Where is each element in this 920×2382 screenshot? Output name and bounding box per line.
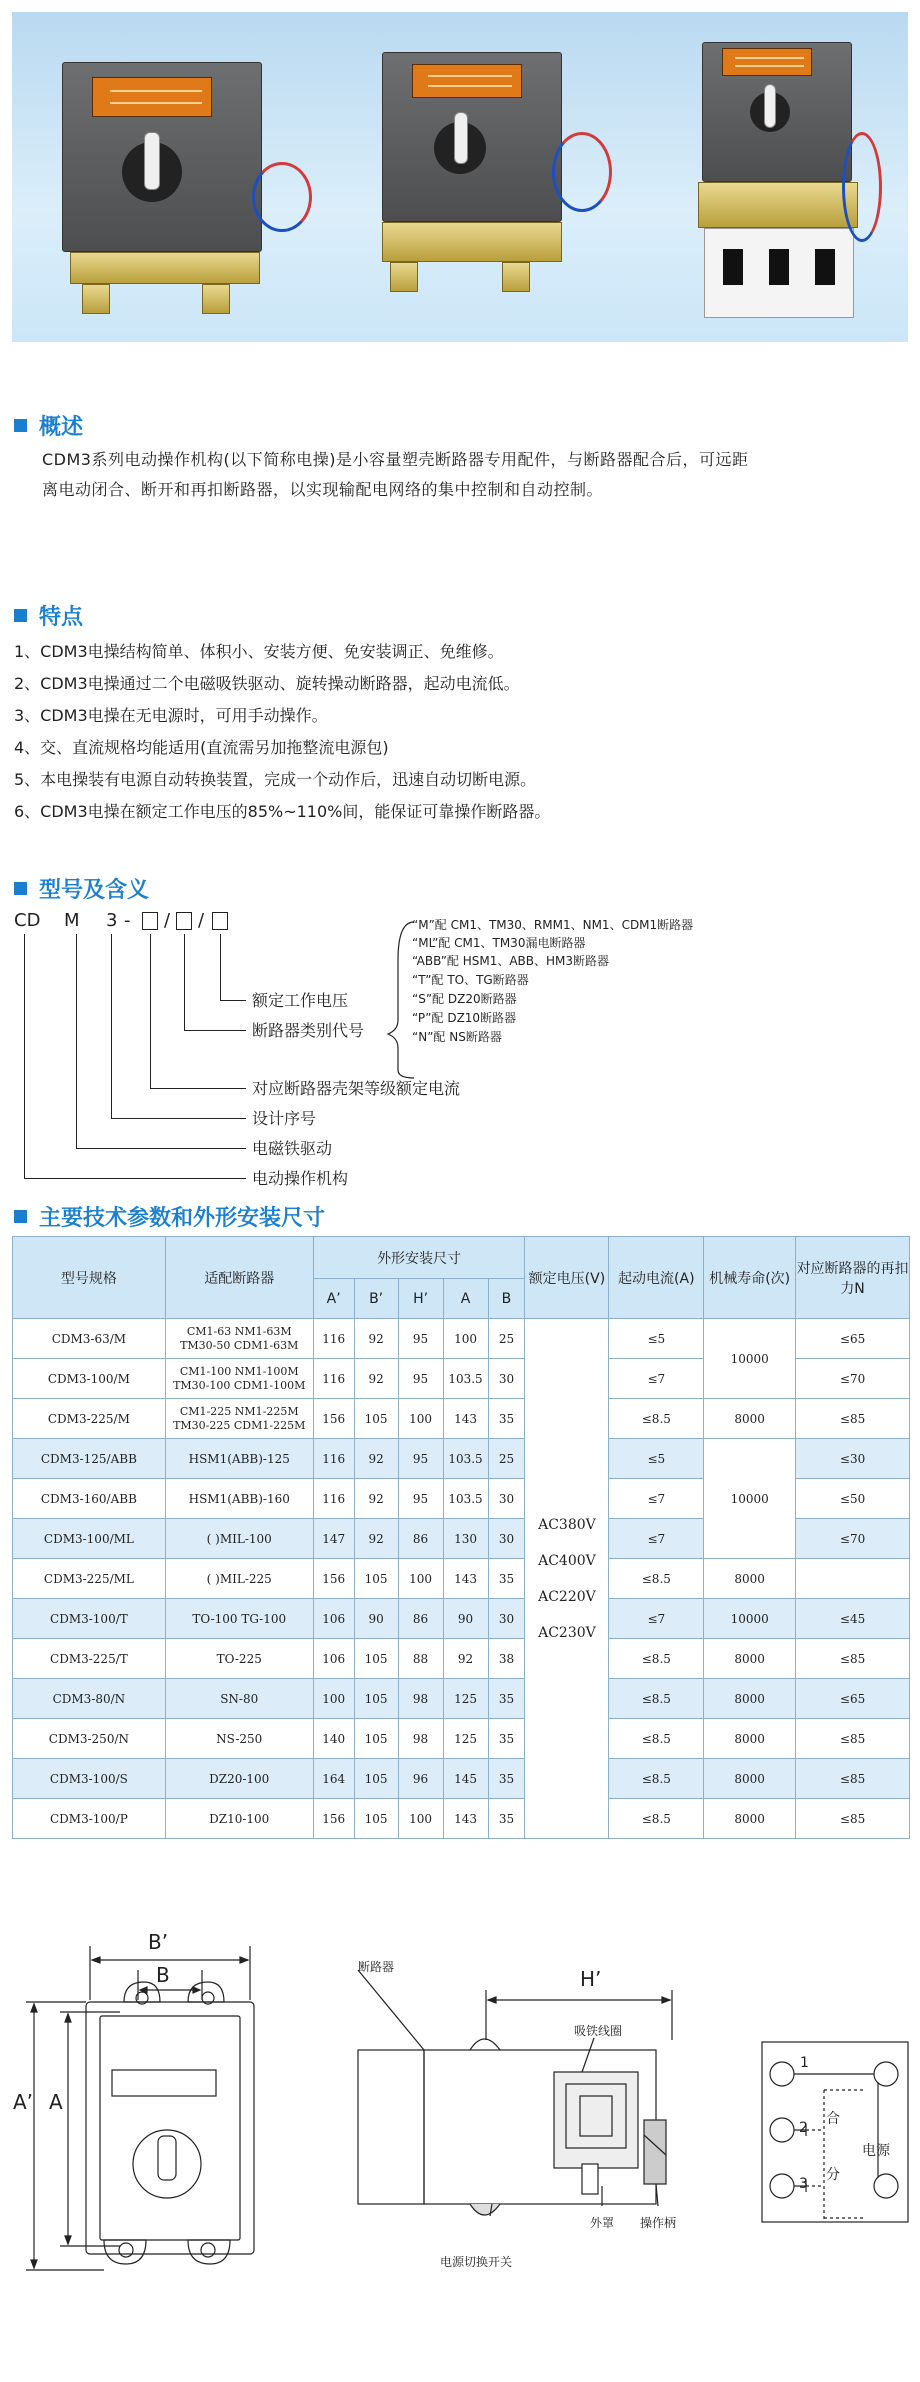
header-breaker: 适配断路器 [165,1237,313,1319]
label-handle: 操作柄 [640,2216,677,2230]
table-row: CDM3-225/T TO-225 106 105 88 92 38 ≤8.5 8000 ≤85 [13,1639,910,1679]
product-image-3 [672,32,892,332]
feature-item: 1、CDM3电操结构简单、体积小、安装方便、免安装调正、免维修。 [14,642,504,661]
header-h1: H’ [398,1279,443,1319]
label-voltage: 额定工作电压 [252,991,349,1010]
dim-a-label: A [49,2090,63,2114]
code-dash: - [124,910,131,931]
header-a: A [443,1279,488,1319]
label-driver: 电磁铁驱动 [252,1139,333,1158]
section-bullet-icon [14,882,27,895]
header-dims: 外形安装尺寸 [313,1237,525,1279]
header-b: B [488,1279,525,1319]
dim-b-label: B [156,1963,170,1987]
code-box-type [176,912,192,930]
note-t: “T”配 TO、TG断路器 [412,973,529,987]
table-row: CDM3-100/M CM1-100 NM1-100M TM30-100 CDM1-100M 116 92 95 103.5 30 ≤7 ≤70 [13,1359,910,1399]
terminal-1-label: 1 [800,2055,809,2071]
feature-item: 6、CDM3电操在额定工作电压的85%~110%间，能保证可靠操作断路器。 [14,802,551,821]
product-image-2 [372,42,602,322]
table-row: CDM3-100/ML ( )MIL-100 147 92 86 130 30 ≤7 ≤70 [13,1519,910,1559]
label-breaker-type: 断路器类别代号 [252,1021,365,1040]
feature-item: 2、CDM3电操通过二个电磁吸铁驱动、旋转操动断路器，起动电流低。 [14,674,520,693]
code-cd: CD [14,910,41,931]
header-voltage: 额定电压(V) [525,1237,609,1319]
side-view-drawing [340,1960,710,2220]
header-a1: A’ [313,1279,354,1319]
code-m: M [64,910,80,931]
header-model: 型号规格 [13,1237,166,1319]
section-bullet-icon [14,609,27,622]
label-coil: 吸铁线圈 [574,2024,623,2038]
terminal-3-label: 3 [799,2176,808,2192]
table-row: CDM3-100/T TO-100 TG-100 106 90 86 90 30 ≤7 10000 ≤45 [13,1599,910,1639]
note-n: “N”配 NS断路器 [412,1030,502,1044]
table-row: CDM3-63/M CM1-63 NM1-63M TM30-50 CDM1-63M 116 92 95 100 25 AC380V AC400V AC220V AC230V ≤5 10000 ≤65 [13,1319,910,1359]
header-force: 对应断路器的再扣力N [796,1237,910,1319]
close-label: 合 [826,2111,840,2127]
dim-b1-label: B’ [148,1930,169,1954]
header-b1: B’ [354,1279,398,1319]
table-row: CDM3-250/N NS-250 140 105 98 125 35 ≤8.5 8000 ≤85 [13,1719,910,1759]
features-title: 特点 [14,600,83,631]
label-cover: 外罩 [590,2216,615,2230]
power-label: 电源 [862,2143,890,2159]
label-frame-current: 对应断路器壳架等级额定电流 [252,1079,461,1098]
section-bullet-icon [14,419,27,432]
open-label: 分 [826,2167,840,2183]
table-row: CDM3-125/ABB HSM1(ABB)-125 116 92 95 103.5 25 ≤5 10000 ≤30 [13,1439,910,1479]
code-box-current [142,912,158,930]
note-m: “M”配 CM1、TM30、RMM1、NM1、CDM1断路器 [412,918,694,932]
table-row: CDM3-225/M CM1-225 NM1-225M TM30-225 CDM1-225M 156 105 100 143 35 ≤8.5 8000 ≤85 [13,1399,910,1439]
dim-h1-label: H’ [580,1967,602,1991]
table-row: CDM3-100/S DZ20-100 164 105 96 145 35 ≤8.5 8000 ≤85 [13,1759,910,1799]
header-start-current: 起动电流(A) [609,1237,704,1319]
table-row: CDM3-225/ML ( )MIL-225 156 105 100 143 35 ≤8.5 8000 [13,1559,910,1599]
spec-table [12,1236,910,1839]
table-row: CDM3-80/N SN-80 100 105 98 125 35 ≤8.5 8000 ≤65 [13,1679,910,1719]
code-slash: / [198,910,205,931]
model-title: 型号及含义 [14,873,149,904]
code-slash: / [164,910,171,931]
terminal-2-label: 2 [799,2120,808,2136]
feature-item: 4、交、直流规格均能适用(直流需另加拖整流电源包) [14,738,389,757]
dim-a1-label: A’ [13,2090,34,2114]
model-code-diagram [14,910,894,1190]
feature-item: 3、CDM3电操在无电源时，可用手动操作。 [14,706,328,725]
product-photo-banner [12,12,908,342]
feature-item: 5、本电操装有电源自动转换装置，完成一个动作后，迅速自动切断电源。 [14,770,537,789]
code-3: 3 [106,910,118,931]
label-breaker: 断路器 [358,1960,395,1974]
overview-text: CDM3系列电动操作机构(以下简称电操)是小容量塑壳断路器专用配件，与断路器配合后，可远距 离电动闭合、断开和再扣断路器，以实现输配电网络的集中控制和自动控制。 [42,450,749,499]
wiring-diagram [760,2040,910,2224]
note-ml: “ML”配 CM1、TM30漏电断路器 [412,936,586,950]
label-design-no: 设计序号 [252,1109,317,1128]
note-abb: “ABB”配 HSM1、ABB、HM3断路器 [412,954,610,968]
note-p: “P”配 DZ10断路器 [412,1011,517,1025]
params-title: 主要技术参数和外形安装尺寸 [14,1201,325,1232]
table-row: CDM3-160/ABB HSM1(ABB)-160 116 92 95 103.5 30 ≤7 ≤50 [13,1479,910,1519]
voltage-cell: AC380V AC400V AC220V AC230V [525,1319,609,1839]
table-row: CDM3-100/P DZ10-100 156 105 100 143 35 ≤8.5 8000 ≤85 [13,1799,910,1839]
product-image-1 [52,52,282,322]
overview-title: 概述 [14,410,83,441]
code-box-voltage [212,912,228,930]
label-mechanism: 电动操作机构 [252,1169,349,1188]
note-s: “S”配 DZ20断路器 [412,992,517,1006]
header-life: 机械寿命(次) [704,1237,796,1319]
section-bullet-icon [14,1210,27,1223]
label-switch: 电源切换开关 [440,2255,513,2269]
